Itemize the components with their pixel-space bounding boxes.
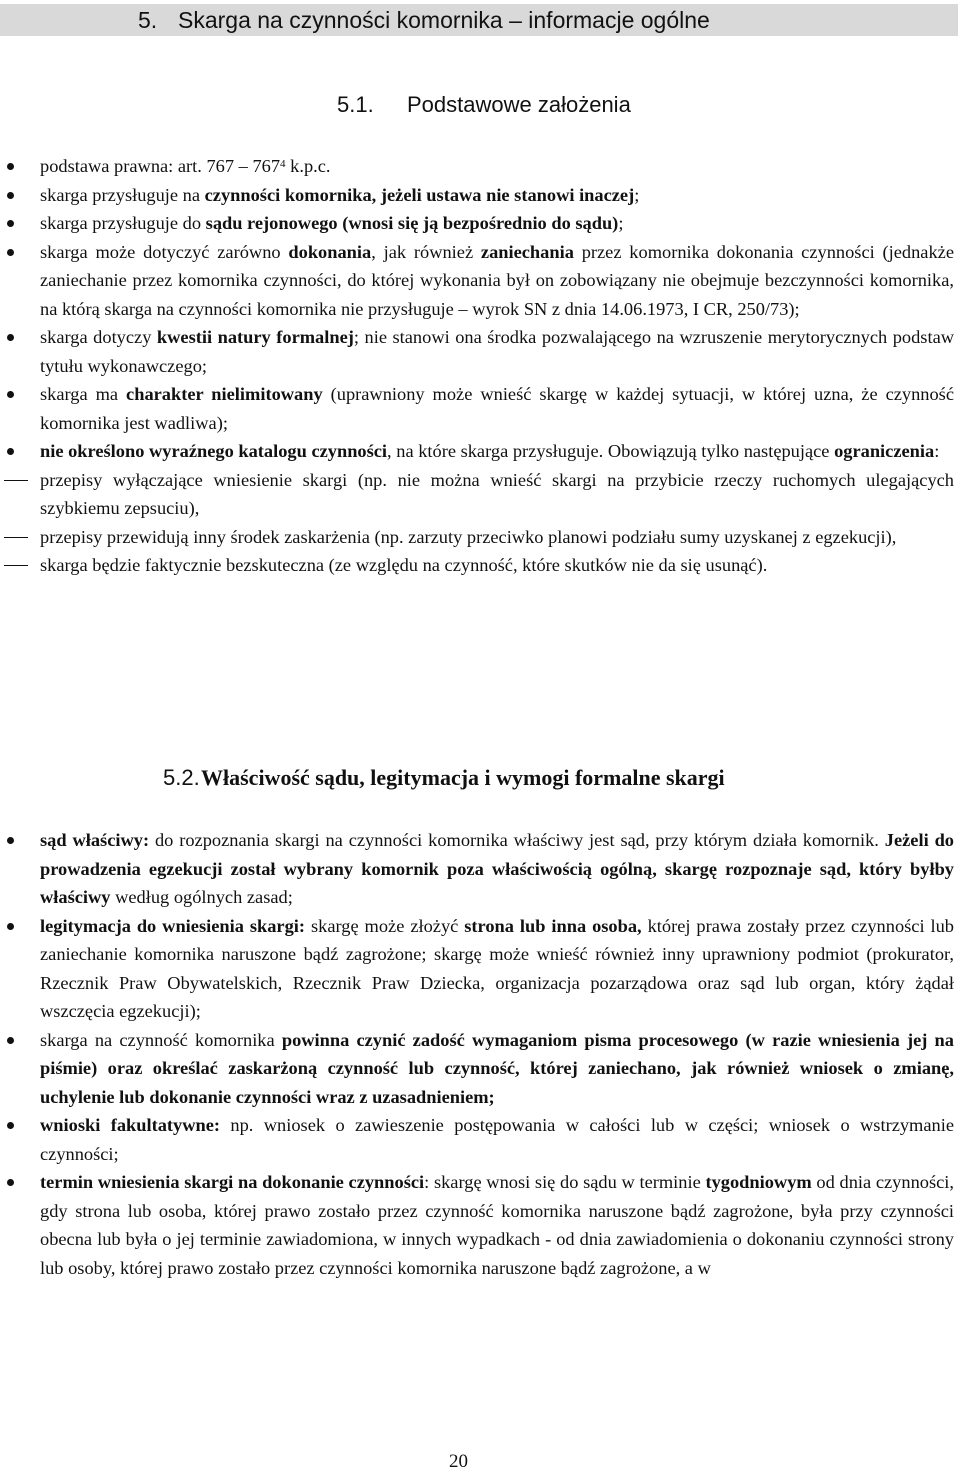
dash-list-item (40, 523, 954, 552)
chapter-title: Skarga na czynności komornika – informacje ogólne (178, 7, 710, 33)
bold-text: zaniechania (480, 241, 574, 262)
bold-text: Jeżeli do prowadzenia egzekucji został wybrany komornik poza właściwością ogólną, skargę rozpoznaje sąd, który byłby właściwy (40, 830, 954, 907)
bullet-list-item (40, 238, 954, 324)
section-number-1: 5.1. (337, 92, 374, 117)
text: : (934, 441, 940, 461)
bullet-list-item (40, 826, 954, 912)
text: np. wniosek o zawieszenie postępowania w całości lub w części; wniosek o wstrzymanie czynności; (40, 1115, 954, 1164)
bold-text: sądu rejonowego (wnosi się ją bezpośrednio do sądu) (205, 213, 619, 233)
text: , jak również (371, 241, 481, 262)
bullet-list-item (40, 1168, 954, 1282)
bullet-list-item (40, 1026, 954, 1112)
text: ; (634, 184, 640, 205)
bold-text: strona lub inna osoba, (464, 915, 642, 936)
bold-text: sąd właściwy: (40, 830, 150, 850)
bold-text: czynności komornika, jeżeli ustawa nie stanowi inaczej (204, 184, 635, 205)
bold-text: termin wniesienia skargi na dokonanie czynności (40, 1172, 425, 1192)
text: podstawa prawna: art. 767 – 767 (40, 156, 281, 176)
bullet-list-item (40, 380, 954, 437)
text: której prawa zostały przez czynności lub zaniechanie komornika naruszone bądź zagrożone; skargę może wnieść również inny uprawniony podmiot (prokurator, Rzecznik Praw Obywatelskich, Rzecznik Praw Dziecka, organizacja pozarządowa oraz sąd lub organ, który żądał wszczęcia egzekucji); (40, 915, 954, 1021)
text: (uprawniony może wnieść skargę w każdej sytuacji, w której uzna, że czynność komornika jest wadliwa); (40, 384, 954, 433)
text: skarga na czynność komornika (40, 1029, 282, 1050)
text: ; nie stanowi ona środka pozwalającego na wzruszenie merytorycznych podstaw tytułu wykonawczego; (40, 327, 955, 376)
bullet-list-item (40, 437, 954, 466)
section-heading-2 (163, 765, 725, 791)
bullet-list-item (40, 323, 954, 380)
text: skarga dotyczy (40, 327, 157, 347)
bullet-list-item (40, 912, 954, 1026)
bold-text: nie określono wyraźnego katalogu czynności (40, 441, 388, 461)
bullet-list-item (40, 181, 954, 210)
bold-text: powinna czynić zadość wymaganiom pisma procesowego (w razie wniesienia jej na piśmie) oraz określać zaskarżoną czynność lub czynność, której zaniechano, jak również wniosek o zmianę, uchylenie lub dokonanie czynności wraz z uzasadnieniem; (40, 1029, 954, 1107)
bullet-list-item (40, 1111, 954, 1168)
text: do rozpoznania skargi na czynności komornika właściwy jest sąd, przy którym działa komornik. (149, 830, 885, 850)
text: skarga przysługuje na (40, 184, 205, 205)
section-number-2: 5.2. (163, 765, 200, 790)
text: przepisy przewidują inny środek zaskarżenia (np. zarzuty przeciwko planowi podziału sumy uzyskanej z egzekucji), (40, 526, 897, 547)
bold-text: tygodniowym (705, 1172, 812, 1192)
text: k.p.c. (285, 156, 331, 176)
text: , na które skarga przysługuje. Obowiązują tylko następujące (387, 441, 835, 461)
dash-list-item (40, 466, 954, 523)
section-2-list (40, 826, 954, 1282)
bold-text: wnioski fakultatywne: (40, 1115, 221, 1135)
text: skargę może złożyć (305, 915, 465, 936)
text: od dnia czynności, gdy strona lub osoba, której prawo zostało przez czynność komornika naruszone bądź zagrożone, była przy czynności obecna lub była o jej terminie zawiadomiona, w innych wypadkach - od dnia zawiadomienia o dokonaniu czynności strony lub osoby, której prawo zostało przez czynności komornika naruszone bądź zagrożone, a w (40, 1172, 954, 1278)
page-number: 20 (449, 1451, 468, 1472)
dash-list-item (40, 551, 954, 580)
bold-text: dokonania (288, 241, 372, 262)
bold-text: kwestii natury formalnej (156, 327, 354, 347)
text: skarga będzie faktycznie bezskuteczna (ze względu na czynność, które skutków nie da się usunąć). (40, 555, 768, 575)
text: przez komornika dokonania czynności (jednakże zaniechanie przez komornika czynności, do której wykonania był on zobowiązany nie obejmuje bezczynności komornika, na którą skarga na czynności komornika nie przysługuje – wyrok SN z dnia 14.06.1973, I CR, 250/73); (40, 241, 954, 319)
chapter-heading (0, 4, 958, 36)
superscript: 4 (280, 158, 286, 170)
chapter-number: 5. (138, 7, 158, 33)
text: przepisy wyłączające wniesienie skargi (np. nie można wnieść skargi na przybicie rzeczy ruchomych ulegających szybkiemu zepsuciu), (40, 469, 954, 518)
section-title-2: Właściwość sądu, legitymacja i wymogi formalne skargi (201, 765, 725, 790)
section-title-1: Podstawowe założenia (407, 92, 631, 117)
bullet-list-item (40, 152, 954, 181)
text: skarga może dotyczyć zarówno (40, 241, 289, 262)
text: skarga przysługuje do (40, 213, 206, 233)
text: ; (618, 213, 624, 233)
text: : skargę wnosi się do sądu w terminie (424, 1172, 706, 1192)
section-1-list (40, 152, 954, 580)
bullet-list-item (40, 209, 954, 238)
bold-text: ograniczenia (834, 441, 935, 461)
text: skarga ma (40, 384, 127, 404)
bold-text: charakter nielimitowany (126, 384, 323, 404)
text: według ogólnych zasad; (110, 887, 293, 907)
bold-text: legitymacja do wniesienia skargi: (40, 915, 306, 936)
section-heading-1 (337, 92, 631, 118)
